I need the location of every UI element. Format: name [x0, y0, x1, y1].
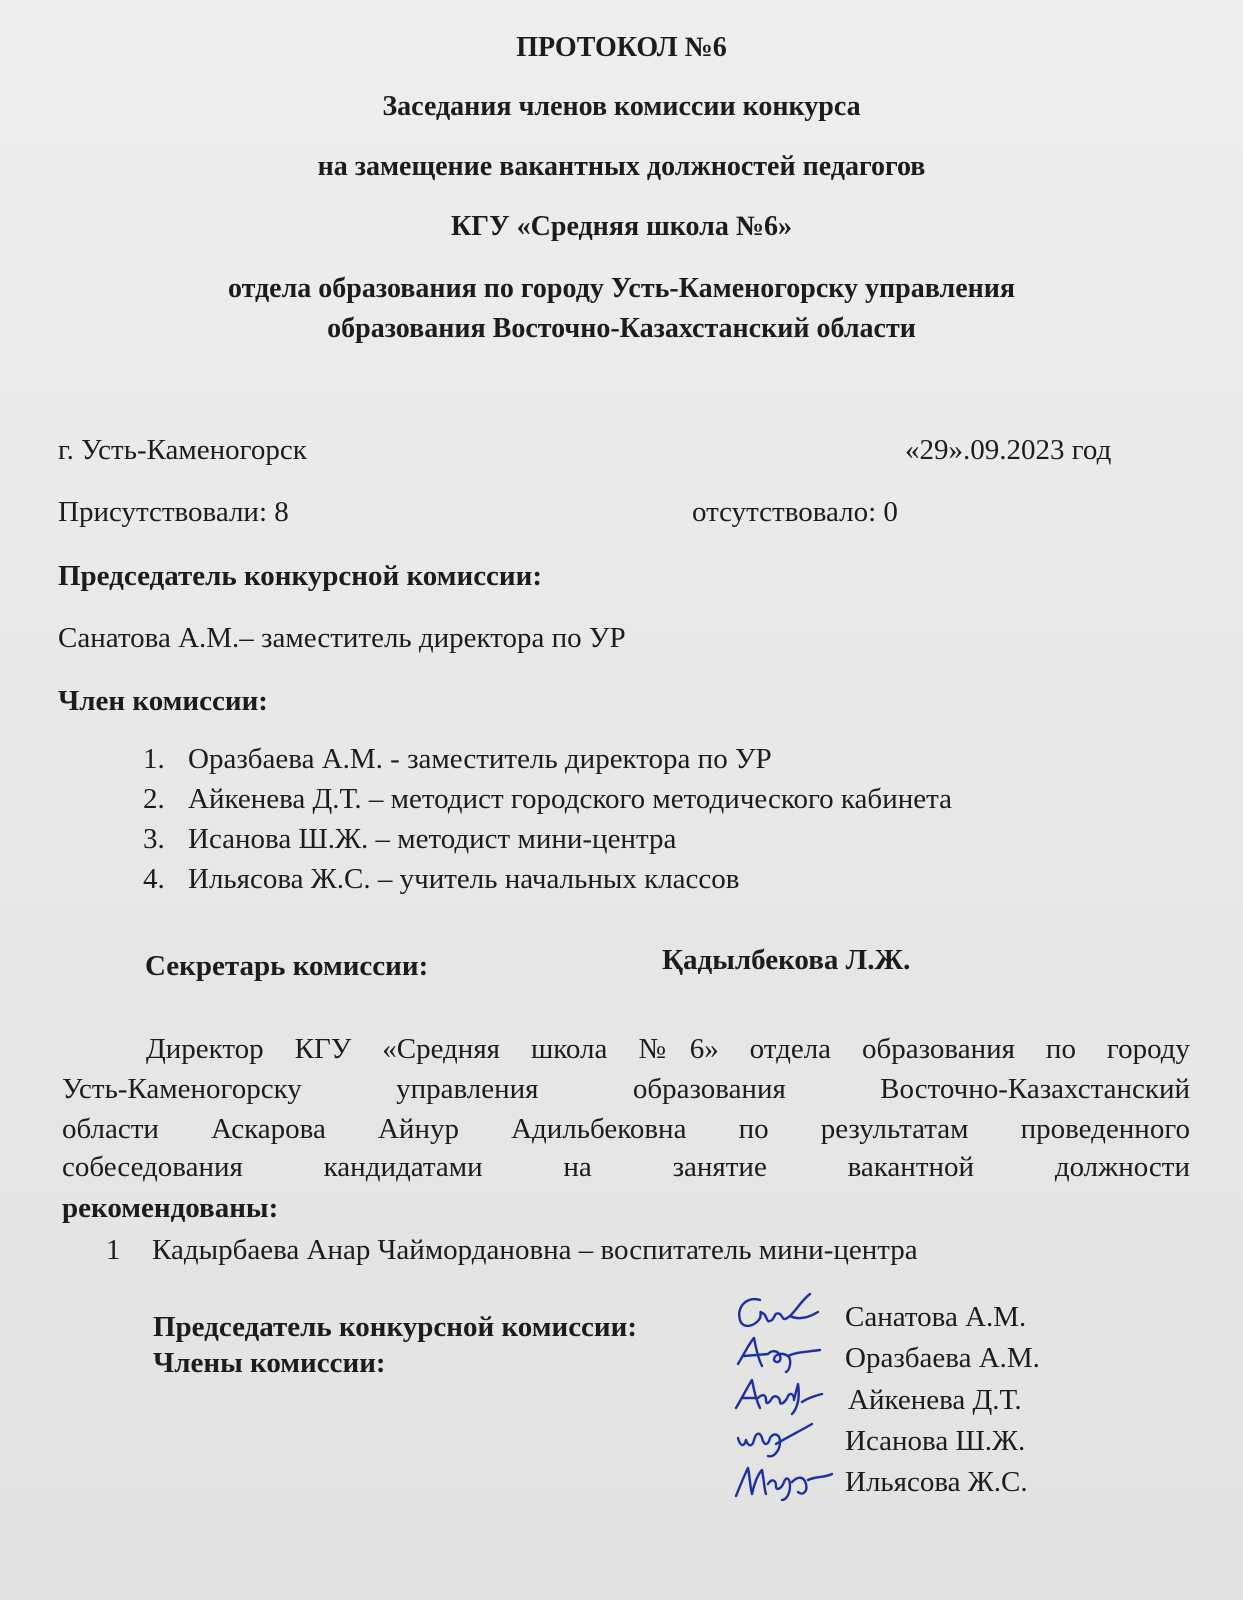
date: «29».09.2023 год [905, 434, 1112, 466]
member-num: 3. [143, 823, 165, 855]
body-line-1: Директор КГУ «Средняя школа №6» отдела образования по городу [146, 1033, 1190, 1065]
members-heading: Член комиссии: [58, 685, 268, 717]
document-title: ПРОТОКОЛ №6 [516, 32, 727, 63]
member-num: 1. [143, 743, 165, 775]
signature-aikeneva [728, 1372, 838, 1418]
recommended-label: рекомендованы: [62, 1192, 279, 1224]
body-line-4: собеседования кандидатами на занятие вакантной должности [62, 1151, 1190, 1183]
sign-name: Исанова Ш.Ж. [845, 1425, 1026, 1457]
header-line-3: КГУ «Средняя школа №6» [451, 211, 792, 242]
body-line-2: Усть-Каменогорску управления образования Восточно-Казахстанский [62, 1073, 1190, 1105]
absent-count: отсутствовало: 0 [692, 496, 898, 528]
signature-isanova [728, 1414, 838, 1460]
secretary-label: Секретарь комиссии: [145, 950, 429, 982]
sign-name: Ильясова Ж.С. [845, 1466, 1028, 1498]
member-text: Исанова Ш.Ж. – методист мини-центра [188, 823, 677, 855]
header-line-5: образования Восточно-Казахстанский области [327, 313, 916, 344]
chair-sign-label: Председатель конкурсной комиссии: [153, 1311, 638, 1343]
candidate-num: 1 [106, 1234, 121, 1266]
member-text: Айкенева Д.Т. – методист городского методического кабинета [188, 783, 952, 815]
members-sign-label: Члены комиссии: [153, 1347, 386, 1379]
signature-orazbaeva [728, 1330, 838, 1376]
sign-name: Оразбаева А.М. [845, 1342, 1040, 1374]
sign-name: Санатова А.М. [845, 1301, 1027, 1333]
header-line-1: Заседания членов комиссии конкурса [382, 91, 861, 122]
chair-name: Санатова А.М.– заместитель директора по УР [58, 622, 626, 654]
sign-name: Айкенева Д.Т. [848, 1384, 1022, 1416]
chair-heading: Председатель конкурсной комиссии: [58, 560, 543, 592]
member-text: Оразбаева А.М. - заместитель директора по УР [188, 743, 772, 775]
secretary-name: Қадылбекова Л.Ж. [662, 944, 911, 976]
member-num: 4. [143, 863, 165, 895]
body-line-3: области Аскарова Айнур Адильбековна по результатам проведенного [62, 1113, 1190, 1145]
present-count: Присутствовали: 8 [58, 496, 289, 528]
signature-ilyasova [728, 1456, 838, 1502]
member-num: 2. [143, 783, 165, 815]
candidate: Кадырбаева Анар Чаймордановна – воспитатель мини-центра [152, 1234, 918, 1266]
city: г. Усть-Каменогорск [58, 434, 307, 466]
header-line-4: отдела образования по городу Усть-Каменогорску управления [227, 273, 1016, 304]
member-text: Ильясова Ж.С. – учитель начальных классов [188, 863, 740, 895]
header-line-2: на замещение вакантных должностей педагогов [317, 151, 926, 182]
